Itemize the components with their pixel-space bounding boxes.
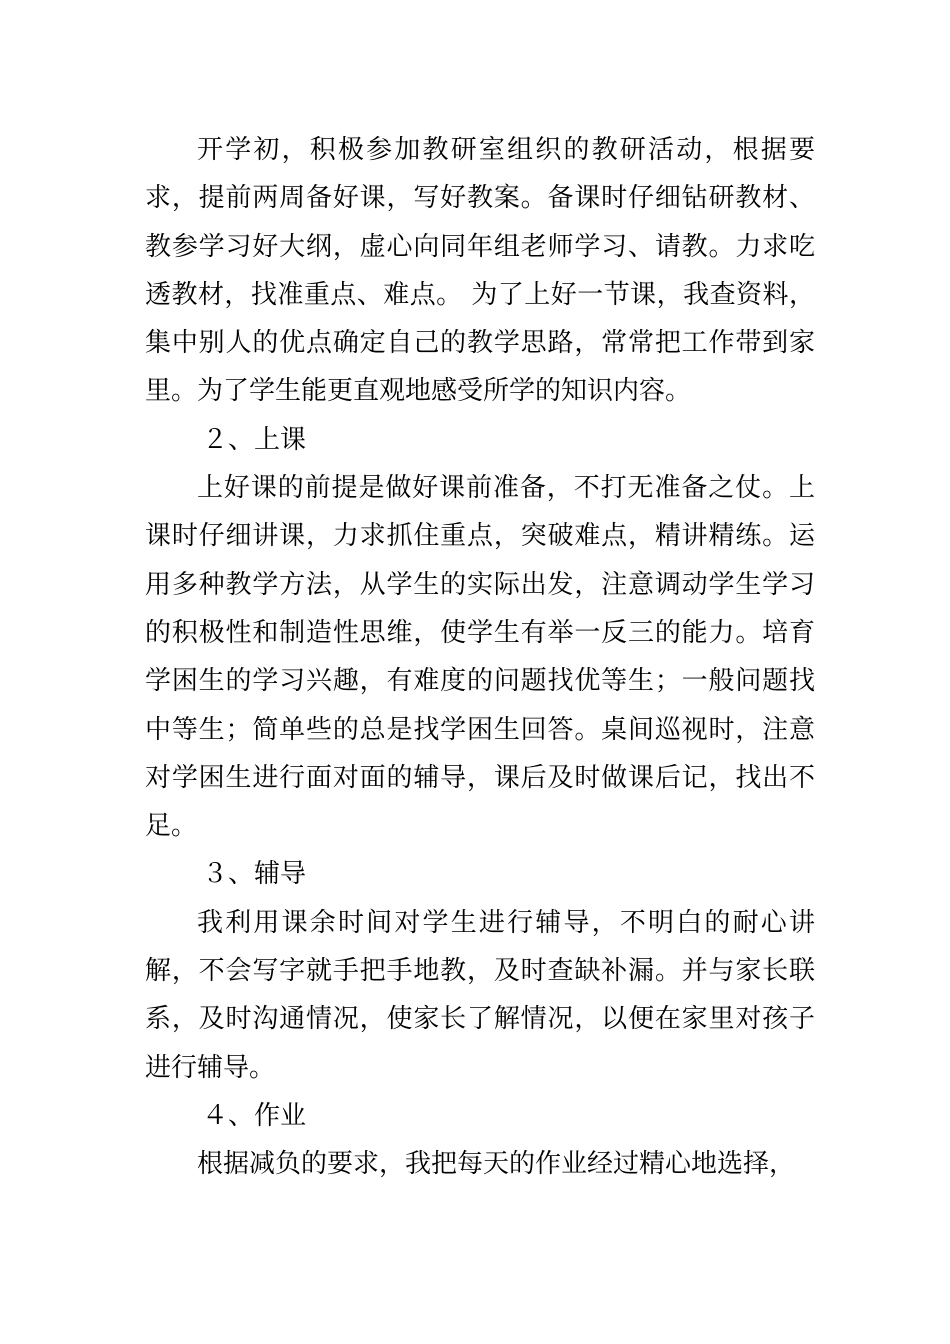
section-heading-homework: ４、作业 bbox=[202, 1100, 307, 1131]
document-body bbox=[145, 126, 815, 1189]
section-heading-tutoring: ３、辅导 bbox=[202, 859, 307, 890]
paragraph-lesson-preparation: 开学初，积极参加教研室组织的教研活动，根据要求，提前两周备好课，写好教案。备课时仔细钻研教材、教参学习好大纲，虚心向同年组老师学习、请教。力求吃透教材，找准重点、难点。 为了上好一节课，我查资料，集中别人的优点确定自己的教学思路，常常把工作带到家里。为了学生能更直观地感受所学的知识内容。 bbox=[145, 135, 815, 407]
paragraph-class-teaching: 上好课的前提是做好课前准备，不打无准备之仗。上课时仔细讲课，力求抓住重点，突破难点，精讲精练。运用多种教学方法，从学生的实际出发，注意调动学生学习的积极性和制造性思维，使学生有举一反三的能力。培育学困生的学习兴趣，有难度的问题找优等生；一般问题找中等生；简单些的总是找学困生回答。桌间巡视时，注意对学困生进行面对面的辅导，课后及时做课后记，找出不足。 bbox=[145, 473, 815, 842]
paragraph-homework: 根据减负的要求，我把每天的作业经过精心地选择， bbox=[197, 1149, 796, 1180]
section-heading-class: ２、上课 bbox=[202, 424, 307, 455]
paragraph-tutoring: 我利用课余时间对学生进行辅导，不明白的耐心讲解，不会写字就手把手地教，及时查缺补漏。并与家长联系，及时沟通情况，使家长了解情况，以便在家里对孩子进行辅导。 bbox=[145, 907, 815, 1083]
